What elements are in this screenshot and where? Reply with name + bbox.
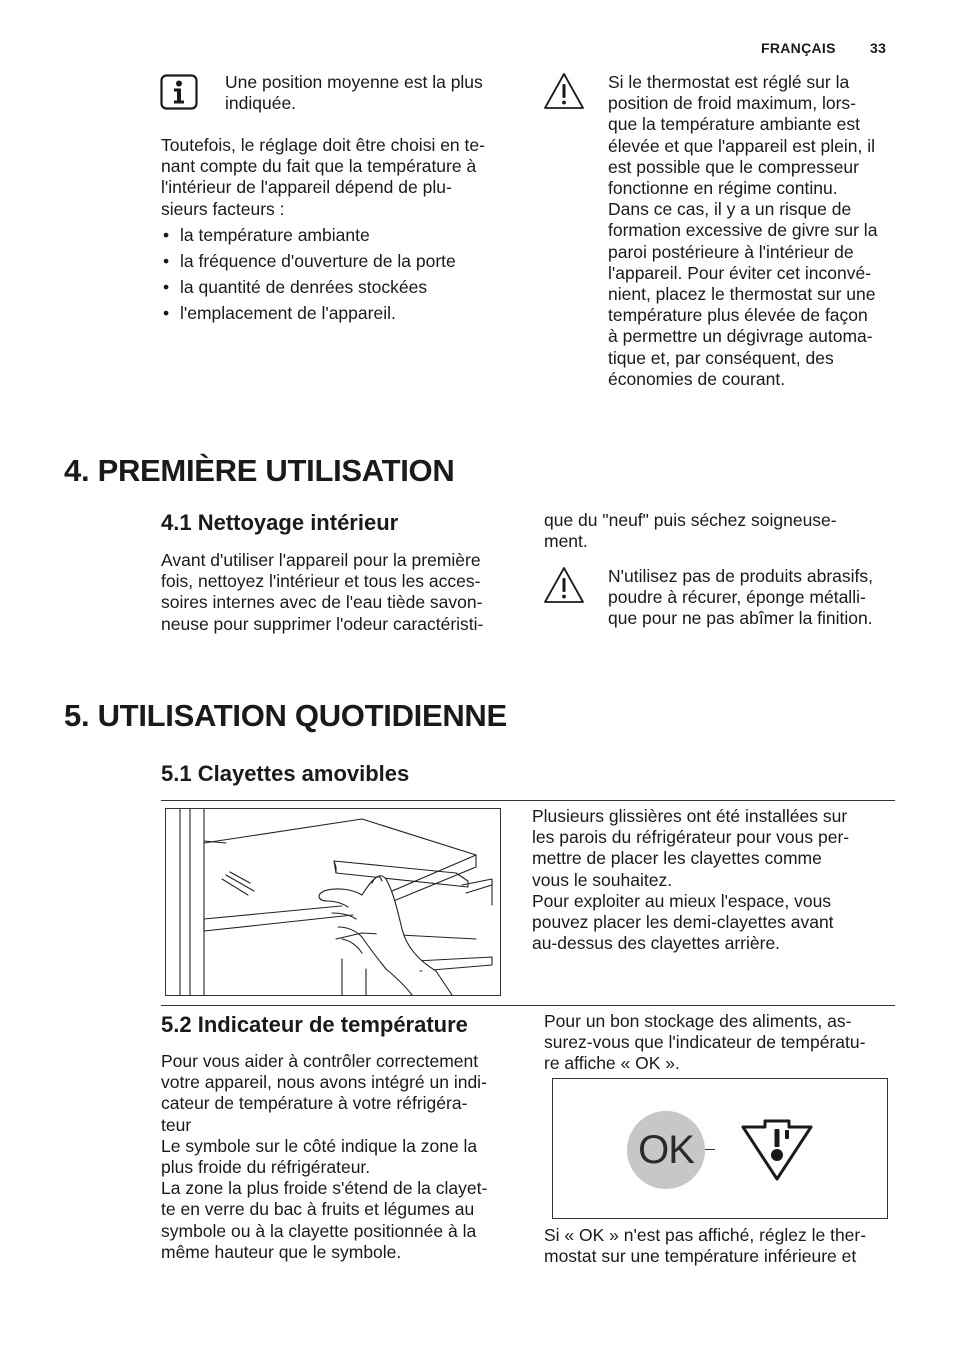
warning-line: Si le thermostat est réglé sur la bbox=[608, 72, 850, 92]
intro-line: sieurs facteurs : bbox=[161, 198, 285, 219]
cleaning-paragraph-continued bbox=[544, 510, 837, 552]
paragraph-line: ment. bbox=[544, 531, 588, 552]
section-title: UTILISATION QUOTIDIENNE bbox=[97, 698, 507, 733]
paragraph-line: mostat sur une température inférieure et bbox=[544, 1246, 857, 1267]
warning-line: que la température ambiante est bbox=[608, 114, 860, 135]
thermostat-warning bbox=[608, 72, 877, 390]
shelves-paragraph bbox=[532, 806, 849, 954]
warning-line: N'utilisez pas de produits abrasifs, bbox=[608, 566, 873, 586]
paragraph-line: plus froide du réfrigérateur. bbox=[161, 1157, 371, 1178]
paragraph-line: re affiche « OK ». bbox=[544, 1053, 680, 1074]
warning-line: tique et, par conséquent, des bbox=[608, 347, 834, 368]
paragraph-line: Pour exploiter au mieux l'espace, vous bbox=[532, 890, 832, 911]
subsection-title: Nettoyage intérieur bbox=[197, 510, 399, 535]
paragraph-line: votre appareil, nous avons intégré un indi- bbox=[161, 1072, 487, 1093]
warning-line: Dans ce cas, il y a un risque de bbox=[608, 199, 852, 220]
list-item: • la température ambiante bbox=[161, 222, 456, 248]
subsection-number: 5.2 bbox=[161, 1012, 192, 1037]
subsection-5-2-heading bbox=[161, 1012, 468, 1038]
warning-line: paroi postérieure à l'intérieur de bbox=[608, 241, 854, 262]
warning-line: formation excessive de givre sur la bbox=[608, 220, 878, 241]
paragraph-line: La zone la plus froide s'étend de la clayet- bbox=[161, 1178, 488, 1199]
factor-list bbox=[161, 222, 456, 326]
warning-icon bbox=[543, 72, 585, 110]
temperature-indicator-paragraph bbox=[161, 1051, 487, 1263]
paragraph-line: mettre de placer les clayettes comme bbox=[532, 848, 822, 869]
warning-line: nient, placez le thermostat sur une bbox=[608, 284, 876, 305]
paragraph-line: surez-vous que l'indicateur de températu- bbox=[544, 1032, 866, 1053]
intro-line: nant compte du fait que la température à bbox=[161, 156, 477, 177]
subsection-number: 5.1 bbox=[161, 761, 192, 786]
shelf-illustration bbox=[165, 808, 501, 996]
paragraph-line: teur bbox=[161, 1114, 192, 1135]
section-4-heading bbox=[64, 453, 454, 489]
warning-line: poudre à récurer, éponge métalli- bbox=[608, 587, 866, 608]
subsection-title: Indicateur de température bbox=[197, 1012, 468, 1037]
temperature-indicator-illustration bbox=[552, 1078, 888, 1219]
list-item: • la quantité de denrées stockées bbox=[161, 274, 456, 300]
divider bbox=[161, 1005, 895, 1006]
paragraph-line: que du "neuf" puis séchez soigneuse- bbox=[544, 510, 837, 530]
warning-line: est possible que le compresseur bbox=[608, 156, 859, 177]
subsection-4-1-heading bbox=[161, 510, 398, 536]
paragraph-line: Le symbole sur le côté indique la zone la bbox=[161, 1135, 478, 1156]
paragraph-line: Avant d'utiliser l'appareil pour la première bbox=[161, 550, 481, 570]
paragraph-line: Pour vous aider à contrôler correctement bbox=[161, 1051, 479, 1071]
paragraph-line: Plusieurs glissières ont été installées sur bbox=[532, 806, 848, 826]
paragraph-line: Si « OK » n'est pas affiché, réglez le ther- bbox=[544, 1225, 867, 1245]
warning-line: économies de courant. bbox=[608, 368, 786, 389]
info-note-line: Une position moyenne est la plus bbox=[225, 72, 483, 92]
list-item: • la fréquence d'ouverture de la porte bbox=[161, 248, 456, 274]
abrasive-warning bbox=[608, 566, 873, 630]
intro-paragraph bbox=[161, 135, 485, 220]
page-number: 33 bbox=[870, 40, 887, 56]
warning-line: position de froid maximum, lors- bbox=[608, 93, 856, 114]
storage-paragraph bbox=[544, 1011, 865, 1075]
header-language: FRANÇAIS bbox=[761, 40, 836, 56]
paragraph-line: symbole ou à la clayette positionnée à la bbox=[161, 1220, 477, 1241]
ok-indicator: OK bbox=[627, 1111, 705, 1189]
info-note-line: indiquée. bbox=[225, 93, 297, 114]
paragraph-line: neuse pour supprimer l'odeur caractéristi- bbox=[161, 613, 484, 634]
section-5-heading bbox=[64, 698, 507, 734]
subsection-title: Clayettes amovibles bbox=[197, 761, 410, 786]
paragraph-line: au-dessus des clayettes arrière. bbox=[532, 933, 781, 954]
paragraph-line: même hauteur que le symbole. bbox=[161, 1241, 402, 1262]
warning-line: que pour ne pas abîmer la finition. bbox=[608, 608, 873, 629]
warning-line: l'appareil. Pour éviter cet inconvé- bbox=[608, 262, 872, 283]
info-icon bbox=[160, 74, 198, 110]
paragraph-line: Pour un bon stockage des aliments, as- bbox=[544, 1011, 852, 1031]
warning-line: température plus élevée de façon bbox=[608, 305, 868, 326]
warning-line: fonctionne en régime continu. bbox=[608, 178, 838, 199]
paragraph-line: pouvez placer les demi-clayettes avant bbox=[532, 912, 834, 933]
subsection-5-1-heading bbox=[161, 761, 409, 787]
cold-zone-symbol-icon bbox=[739, 1119, 815, 1183]
subsection-number: 4.1 bbox=[161, 510, 192, 535]
section-number: 4. bbox=[64, 453, 90, 488]
not-ok-paragraph bbox=[544, 1225, 866, 1267]
warning-line: élevée et que l'appareil est plein, il bbox=[608, 135, 875, 156]
paragraph-line: te en verre du bac à fruits et légumes au bbox=[161, 1199, 475, 1220]
cleaning-paragraph bbox=[161, 550, 483, 635]
paragraph-line: cateur de température à votre réfrigéra- bbox=[161, 1093, 468, 1114]
info-note bbox=[225, 72, 483, 114]
indicator-line bbox=[705, 1149, 715, 1150]
section-title: PREMIÈRE UTILISATION bbox=[97, 453, 455, 488]
paragraph-line: vous le souhaitez. bbox=[532, 869, 673, 890]
divider bbox=[161, 800, 895, 801]
intro-line: l'intérieur de l'appareil dépend de plu- bbox=[161, 177, 452, 198]
section-number: 5. bbox=[64, 698, 90, 733]
warning-icon bbox=[543, 566, 585, 604]
list-item: • l'emplacement de l'appareil. bbox=[161, 300, 456, 326]
intro-line: Toutefois, le réglage doit être choisi en te- bbox=[161, 135, 485, 155]
paragraph-line: fois, nettoyez l'intérieur et tous les acces- bbox=[161, 571, 481, 592]
paragraph-line: les parois du réfrigérateur pour vous per- bbox=[532, 827, 850, 848]
warning-line: à permettre un dégivrage automa- bbox=[608, 326, 873, 347]
paragraph-line: soires internes avec de l'eau tiède savon- bbox=[161, 592, 483, 613]
